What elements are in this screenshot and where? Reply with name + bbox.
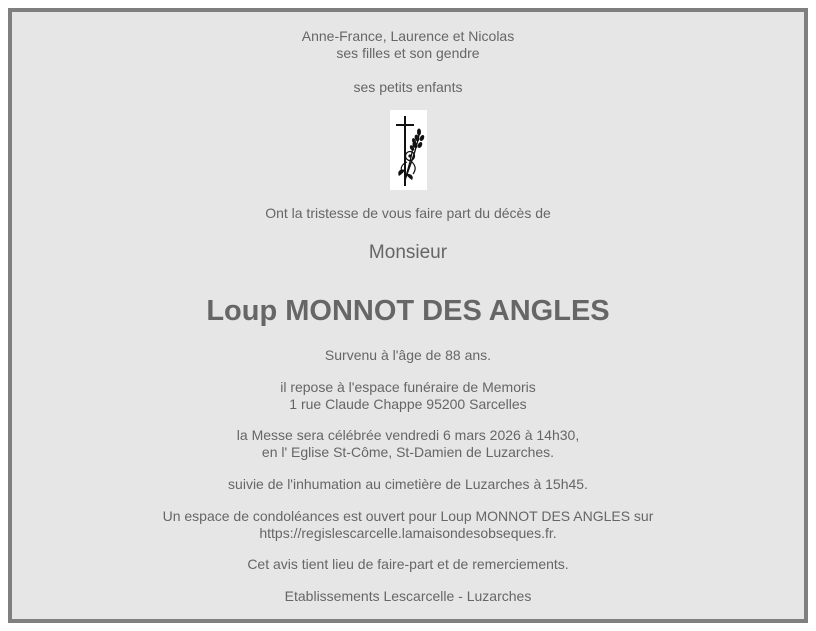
family-relation: ses filles et son gendre bbox=[336, 45, 480, 61]
mass-line: la Messe sera célébrée vendredi 6 mars 2026 à 14h30, bbox=[236, 427, 580, 443]
notice-line: Cet avis tient lieu de faire-part et de remerciements. bbox=[247, 556, 569, 572]
rest-place-address: 1 rue Claude Chappe 95200 Sarcelles bbox=[289, 396, 527, 412]
civility-title: Monsieur bbox=[368, 242, 448, 263]
age-line: Survenu à l'âge de 88 ans. bbox=[324, 347, 492, 363]
funeral-home: Etablissements Lescarcelle - Luzarches bbox=[284, 588, 532, 604]
burial-line: suivie de l'inhumation au cimetière de Luzarches à 15h45. bbox=[228, 476, 588, 492]
cross-with-wheat-icon bbox=[390, 110, 427, 190]
announcement-text: Ont la tristesse de vous faire part du décès de bbox=[265, 205, 551, 221]
family-names: Anne-France, Laurence et Nicolas bbox=[301, 28, 515, 44]
condolences-line: Un espace de condoléances est ouvert pour Loup MONNOT DES ANGLES sur bbox=[162, 508, 654, 524]
obituary-card bbox=[8, 8, 808, 623]
rest-place-line: il repose à l'espace funéraire de Memoris bbox=[280, 379, 536, 395]
deceased-name: Loup MONNOT DES ANGLES bbox=[206, 295, 610, 327]
grandchildren: ses petits enfants bbox=[353, 79, 463, 95]
mass-church: en l' Eglise St-Côme, St-Damien de Luzarches. bbox=[261, 444, 555, 460]
condolences-url: https://regislescarcelle.lamaisondesobseques.fr. bbox=[259, 525, 557, 541]
